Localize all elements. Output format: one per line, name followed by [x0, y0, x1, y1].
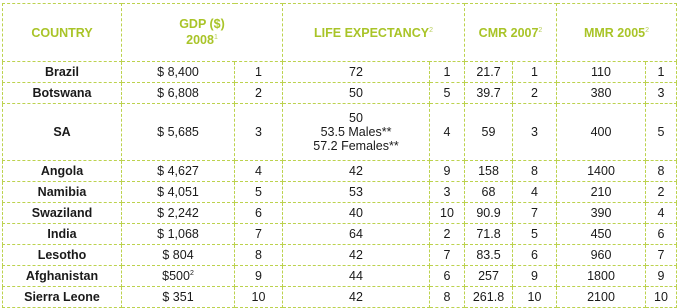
- gdp-footnote: 2: [189, 269, 194, 277]
- life-rank-cell: 2: [430, 224, 465, 245]
- mmr-rank-cell: 1: [646, 62, 677, 83]
- cmr-cell: 158: [465, 161, 513, 182]
- mmr-rank-cell: 7: [646, 245, 677, 266]
- gdp-value: $ 1,068: [157, 227, 199, 241]
- country-cell: Swaziland: [3, 203, 122, 224]
- gdp-rank-cell: 3: [235, 104, 283, 161]
- mmr-cell: 210: [557, 182, 646, 203]
- cmr-rank-cell: 9: [513, 266, 557, 287]
- life-rank-cell: 3: [430, 182, 465, 203]
- header-country-label: COUNTRY: [31, 25, 93, 40]
- life-expectancy-line: 57.2 Females**: [313, 139, 399, 153]
- gdp-value: $ 5,685: [157, 125, 199, 139]
- life-expectancy-line: 42: [349, 290, 363, 304]
- life-expectancy-line: 53: [349, 185, 363, 199]
- mmr-rank-cell: 10: [646, 287, 677, 308]
- header-mmr-footnote: 2: [645, 27, 650, 35]
- life-expectancy-line: 40: [349, 206, 363, 220]
- indicators-table: [2, 3, 677, 308]
- cmr-cell: 261.8: [465, 287, 513, 308]
- mmr-cell: 380: [557, 83, 646, 104]
- country-cell: SA: [3, 104, 122, 161]
- life-expectancy-line: 50: [349, 111, 363, 125]
- gdp-cell: [122, 266, 235, 287]
- life-rank-cell: 9: [430, 161, 465, 182]
- life-expectancy-line: 42: [349, 164, 363, 178]
- life-expectancy-cell: [283, 203, 430, 224]
- cmr-rank-cell: 10: [513, 287, 557, 308]
- table-row: [3, 245, 677, 266]
- country-cell: Namibia: [3, 182, 122, 203]
- life-expectancy-line: 64: [349, 227, 363, 241]
- life-expectancy-cell: [283, 224, 430, 245]
- gdp-rank-cell: 7: [235, 224, 283, 245]
- table-row: [3, 182, 677, 203]
- header-cmr: [465, 4, 557, 62]
- gdp-value: $500: [162, 269, 190, 283]
- cmr-rank-cell: 3: [513, 104, 557, 161]
- cmr-cell: 83.5: [465, 245, 513, 266]
- cmr-rank-cell: 2: [513, 83, 557, 104]
- gdp-cell: [122, 287, 235, 308]
- cmr-rank-cell: 1: [513, 62, 557, 83]
- life-expectancy-line: 44: [349, 269, 363, 283]
- gdp-cell: [122, 161, 235, 182]
- gdp-rank-cell: 8: [235, 245, 283, 266]
- table-row: [3, 224, 677, 245]
- table-row: [3, 104, 677, 161]
- table-row: [3, 266, 677, 287]
- gdp-rank-cell: 1: [235, 62, 283, 83]
- gdp-cell: [122, 224, 235, 245]
- mmr-cell: 1800: [557, 266, 646, 287]
- mmr-cell: 2100: [557, 287, 646, 308]
- life-expectancy-cell: [283, 104, 430, 161]
- mmr-rank-cell: 6: [646, 224, 677, 245]
- cmr-rank-cell: 7: [513, 203, 557, 224]
- life-expectancy-line: 53.5 Males**: [320, 125, 392, 139]
- gdp-cell: [122, 182, 235, 203]
- table-row: [3, 287, 677, 308]
- mmr-rank-cell: 5: [646, 104, 677, 161]
- country-cell: Botswana: [3, 83, 122, 104]
- cmr-cell: 21.7: [465, 62, 513, 83]
- gdp-cell: [122, 62, 235, 83]
- cmr-cell: 39.7: [465, 83, 513, 104]
- country-cell: Brazil: [3, 62, 122, 83]
- life-expectancy-cell: [283, 83, 430, 104]
- header-cmr-footnote: 2: [538, 27, 543, 35]
- life-rank-cell: 8: [430, 287, 465, 308]
- table-row: [3, 161, 677, 182]
- gdp-cell: [122, 245, 235, 266]
- table-row: [3, 83, 677, 104]
- gdp-cell: [122, 83, 235, 104]
- cmr-rank-cell: 4: [513, 182, 557, 203]
- header-row: [3, 4, 677, 62]
- header-cmr-label: CMR 2007: [478, 26, 539, 41]
- life-rank-cell: 6: [430, 266, 465, 287]
- life-rank-cell: 10: [430, 203, 465, 224]
- gdp-rank-cell: 10: [235, 287, 283, 308]
- gdp-value: $ 2,242: [157, 206, 199, 220]
- life-expectancy-cell: [283, 161, 430, 182]
- cmr-cell: 68: [465, 182, 513, 203]
- mmr-rank-cell: 2: [646, 182, 677, 203]
- gdp-value: $ 6,808: [157, 86, 199, 100]
- table-row: [3, 203, 677, 224]
- cmr-cell: 59: [465, 104, 513, 161]
- header-gdp: [122, 4, 283, 62]
- life-rank-cell: 4: [430, 104, 465, 161]
- table-row: [3, 62, 677, 83]
- life-expectancy-line: 50: [349, 86, 363, 100]
- gdp-rank-cell: 9: [235, 266, 283, 287]
- mmr-rank-cell: 4: [646, 203, 677, 224]
- gdp-value: $ 4,051: [157, 185, 199, 199]
- cmr-rank-cell: 5: [513, 224, 557, 245]
- mmr-cell: 1400: [557, 161, 646, 182]
- gdp-rank-cell: 4: [235, 161, 283, 182]
- country-cell: Lesotho: [3, 245, 122, 266]
- life-expectancy-cell: [283, 287, 430, 308]
- mmr-rank-cell: 8: [646, 161, 677, 182]
- mmr-rank-cell: 9: [646, 266, 677, 287]
- header-gdp-footnote: 1: [213, 34, 218, 42]
- mmr-cell: 390: [557, 203, 646, 224]
- mmr-cell: 450: [557, 224, 646, 245]
- cmr-rank-cell: 6: [513, 245, 557, 266]
- header-mmr: [557, 4, 677, 62]
- country-cell: Afghanistan: [3, 266, 122, 287]
- mmr-cell: 110: [557, 62, 646, 83]
- header-life-footnote: 2: [429, 27, 433, 35]
- header-life-label: LIFE EXPECTANCY: [314, 26, 430, 41]
- cmr-cell: 90.9: [465, 203, 513, 224]
- cmr-rank-cell: 8: [513, 161, 557, 182]
- gdp-value: $ 4,627: [157, 164, 199, 178]
- gdp-rank-cell: 5: [235, 182, 283, 203]
- mmr-cell: 960: [557, 245, 646, 266]
- life-rank-cell: 5: [430, 83, 465, 104]
- gdp-rank-cell: 6: [235, 203, 283, 224]
- country-cell: Angola: [3, 161, 122, 182]
- header-gdp-line1: GDP ($): [179, 17, 225, 32]
- life-rank-cell: 7: [430, 245, 465, 266]
- gdp-cell: [122, 104, 235, 161]
- life-expectancy-cell: [283, 182, 430, 203]
- country-cell: Sierra Leone: [3, 287, 122, 308]
- gdp-rank-cell: 2: [235, 83, 283, 104]
- life-expectancy-line: 42: [349, 248, 363, 262]
- country-cell: India: [3, 224, 122, 245]
- header-gdp-line2: 2008: [186, 33, 214, 48]
- gdp-cell: [122, 203, 235, 224]
- header-mmr-label: MMR 2005: [583, 26, 646, 41]
- life-expectancy-line: 72: [349, 65, 363, 79]
- table-body: [3, 62, 677, 308]
- header-life-expectancy: [283, 4, 465, 62]
- gdp-value: $ 804: [162, 248, 194, 262]
- mmr-cell: 400: [557, 104, 646, 161]
- gdp-value: $ 8,400: [157, 65, 199, 79]
- life-rank-cell: 1: [430, 62, 465, 83]
- cmr-cell: 257: [465, 266, 513, 287]
- life-expectancy-cell: [283, 62, 430, 83]
- header-country: [3, 4, 122, 62]
- mmr-rank-cell: 3: [646, 83, 677, 104]
- cmr-cell: 71.8: [465, 224, 513, 245]
- life-expectancy-cell: [283, 245, 430, 266]
- gdp-value: $ 351: [162, 290, 194, 304]
- life-expectancy-cell: [283, 266, 430, 287]
